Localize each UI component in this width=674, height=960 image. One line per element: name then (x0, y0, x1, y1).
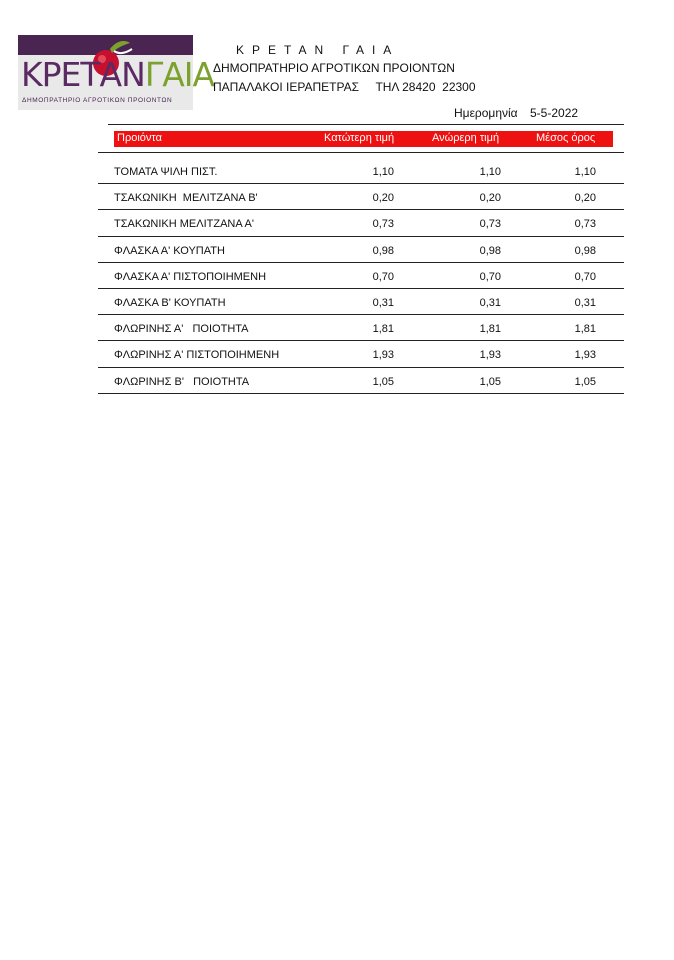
min-price: 1,93 (372, 349, 394, 362)
avg-price: 0,98 (574, 244, 596, 257)
company-description: ΔΗΜΟΠΡΑΤΗΡΙΟ ΑΓΡΟΤΙΚΩΝ ΠΡΟΙΟΝΤΩΝ (213, 61, 455, 75)
min-price: 1,10 (372, 166, 394, 178)
date-label: Ημερομηνία (454, 106, 518, 120)
table-row (98, 263, 624, 289)
column-header-max-price: Ανώρερη τιμή (432, 132, 500, 144)
table-row (98, 368, 624, 394)
date-value: 5-5-2022 (530, 106, 579, 120)
column-header-min-price: Κατώτερη τιμή (324, 132, 395, 144)
max-price: 0,70 (479, 270, 501, 283)
product-name: ΦΛΩΡΙΝΗΣ Α' ΠΙΣΤΟΠΟΙΗΜΕΝΗ (114, 349, 280, 362)
max-price: 0,98 (479, 244, 501, 257)
table-row (98, 341, 624, 367)
product-name: ΦΛΑΣΚΑ Α' ΠΙΣΤΟΠΟΙΗΜΕΝΗ (114, 270, 267, 283)
avg-price: 0,73 (574, 218, 596, 231)
table-header (114, 131, 613, 147)
max-price: 1,81 (479, 323, 501, 336)
logo-subtitle: ΔΗΜΟΠΡΑΤΗΡΙΟ ΑΓΡΟΤΙΚΩΝ ΠΡΟΙΟΝΤΩΝ (22, 97, 173, 104)
column-header-average: Μέσος όρος (536, 132, 596, 144)
product-name: ΦΛΩΡΙΝΗΣ Β' ΠΟΙΟΤΗΤΑ (114, 375, 250, 388)
product-name: ΦΛΩΡΙΝΗΣ Α' ΠΟΙΟΤΗΤΑ (114, 323, 249, 336)
min-price: 0,73 (372, 218, 394, 231)
avg-price: 1,05 (574, 375, 596, 388)
table-row (98, 158, 624, 184)
table-body (98, 158, 624, 394)
company-address-phone: ΠΑΠΑΛΑΚΟΙ ΙΕΡΑΠΕΤΡΑΣ ΤΗΛ 28420 22300 (213, 80, 476, 94)
min-price: 1,81 (372, 323, 394, 336)
product-name: ΤΟΜΑΤΑ ΨΙΛΗ ΠΙΣΤ. (114, 166, 218, 178)
avg-price: 1,10 (574, 166, 596, 178)
product-name: ΤΣΑΚΩΝΙΚΗ ΜΕΛΙΤΖΑΝΑ Β' (114, 192, 258, 205)
table-row (98, 289, 624, 315)
min-price: 0,98 (372, 244, 394, 257)
max-price: 1,10 (479, 166, 501, 178)
product-name: ΤΣΑΚΩΝΙΚΗ ΜΕΛΙΤΖΑΝΑ Α' (114, 218, 254, 231)
max-price: 1,93 (479, 349, 501, 362)
table-top-rule (108, 124, 624, 125)
min-price: 0,31 (372, 296, 394, 309)
min-price: 1,05 (372, 375, 394, 388)
table-row (98, 184, 624, 210)
max-price: 0,20 (479, 192, 501, 205)
avg-price: 1,81 (574, 323, 596, 336)
max-price: 1,05 (479, 375, 501, 388)
avg-price: 1,93 (574, 349, 596, 362)
table-row (98, 237, 624, 263)
column-header-products: Προιόντα (117, 132, 162, 144)
product-name: ΦΛΑΣΚΑ Β' ΚΟΥΠΑΤΗ (114, 296, 226, 309)
avg-price: 0,31 (574, 296, 596, 309)
max-price: 0,31 (479, 296, 501, 309)
max-price: 0,73 (479, 218, 501, 231)
avg-price: 0,20 (574, 192, 596, 205)
company-logo (18, 35, 215, 110)
product-name: ΦΛΑΣΚΑ Α' ΚΟΥΠΑΤΗ (114, 244, 225, 257)
avg-price: 0,70 (574, 270, 596, 283)
min-price: 0,20 (372, 192, 394, 205)
table-row (98, 315, 624, 341)
logo-wordmark: ΚΡΕΤΑΝΓΑΙΑ (21, 55, 215, 94)
company-title: ΚΡΕΤΑΝ ΓΑΙΑ (236, 43, 400, 57)
table-header-rule (98, 152, 624, 153)
min-price: 0,70 (372, 270, 394, 283)
table-row (98, 210, 624, 236)
